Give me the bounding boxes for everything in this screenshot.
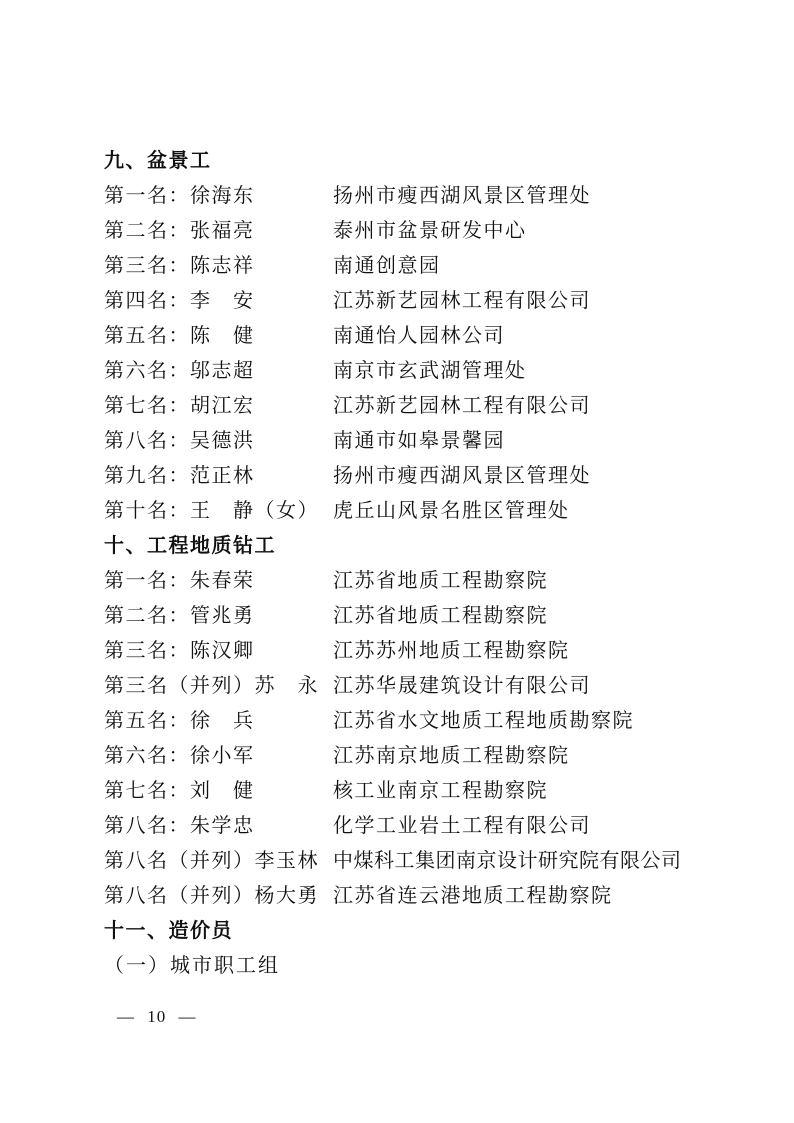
rank-and-name	[104, 564, 333, 599]
organization: 扬州市瘦西湖风景区管理处	[333, 465, 591, 487]
person-name: 朱学忠	[190, 815, 255, 837]
rank-and-name	[104, 739, 333, 774]
organization: 江苏新艺园林工程有限公司	[333, 290, 591, 312]
ranking-row	[104, 564, 704, 599]
person-name: 陈汉卿	[190, 640, 255, 662]
rank-label: 第四名：	[104, 290, 190, 312]
person-name: 邬志超	[190, 360, 255, 382]
ranking-row	[104, 704, 704, 739]
person-name: 李 安	[190, 290, 255, 312]
organization: 化学工业岩土工程有限公司	[333, 815, 591, 837]
organization: 中煤科工集团南京设计研究院有限公司	[333, 850, 682, 872]
rank-label: 第八名（并列）	[104, 850, 255, 872]
person-name: 陈志祥	[190, 255, 255, 277]
rank-label: 第三名：	[104, 255, 190, 277]
person-name: 管兆勇	[190, 605, 255, 627]
rank-and-name	[104, 809, 333, 844]
rank-label: 第一名：	[104, 185, 190, 207]
organization: 江苏省地质工程勘察院	[333, 605, 548, 627]
ranking-row	[104, 389, 704, 424]
ranking-row	[104, 494, 704, 529]
ranking-row	[104, 844, 704, 879]
person-name: 王 静（女）	[190, 500, 319, 522]
organization: 南通创意园	[333, 255, 441, 277]
ranking-row	[104, 634, 704, 669]
rank-label: 第二名：	[104, 605, 190, 627]
rank-label: 第三名：	[104, 640, 190, 662]
organization: 江苏新艺园林工程有限公司	[333, 395, 591, 417]
person-name: 胡江宏	[190, 395, 255, 417]
rank-and-name	[104, 494, 333, 529]
rank-and-name	[104, 634, 333, 669]
rank-label: 第九名：	[104, 465, 190, 487]
person-name: 吴德洪	[190, 430, 255, 452]
ranking-row	[104, 214, 704, 249]
rank-label: 第七名：	[104, 780, 190, 802]
rank-label: 第五名：	[104, 325, 190, 347]
rank-label: 第六名：	[104, 745, 190, 767]
person-name: 徐 兵	[190, 710, 255, 732]
ranking-row	[104, 284, 704, 319]
rank-and-name	[104, 669, 333, 704]
person-name: 陈 健	[190, 325, 255, 347]
rank-label: 第二名：	[104, 220, 190, 242]
person-name: 范正林	[190, 465, 255, 487]
organization: 南通怡人园林公司	[333, 325, 505, 347]
page-number	[117, 1005, 197, 1029]
rank-and-name	[104, 774, 333, 809]
ranking-row	[104, 739, 704, 774]
organization: 江苏省连云港地质工程勘察院	[333, 885, 613, 907]
ranking-row	[104, 774, 704, 809]
rank-and-name	[104, 599, 333, 634]
rank-and-name	[104, 704, 333, 739]
ranking-row	[104, 424, 704, 459]
rank-and-name	[104, 284, 333, 319]
rank-and-name	[104, 179, 333, 214]
organization: 南通市如皋景馨园	[333, 430, 505, 452]
rank-label: 第八名：	[104, 815, 190, 837]
rank-label: 第八名（并列）	[104, 885, 255, 907]
organization: 江苏苏州地质工程勘察院	[333, 640, 570, 662]
ranking-row	[104, 599, 704, 634]
rank-label: 第三名（并列）	[104, 675, 255, 697]
organization: 南京市玄武湖管理处	[333, 360, 527, 382]
rank-label: 第七名：	[104, 395, 190, 417]
section-heading: 九、盆景工	[104, 150, 212, 172]
rank-and-name	[104, 459, 333, 494]
person-name: 刘 健	[190, 780, 255, 802]
person-name: 杨大勇	[254, 885, 319, 907]
person-name: 苏 永	[254, 675, 319, 697]
ranking-row	[104, 179, 704, 214]
person-name: 徐小军	[190, 745, 255, 767]
organization: 江苏省水文地质工程地质勘察院	[333, 710, 634, 732]
rank-and-name	[104, 354, 333, 389]
person-name: 李玉林	[254, 850, 319, 872]
section-heading: 十一、造价员	[104, 920, 233, 942]
organization: 核工业南京工程勘察院	[333, 780, 548, 802]
ranking-row	[104, 879, 704, 914]
page-number-text: — 10 —	[117, 1007, 197, 1026]
ranking-row	[104, 319, 704, 354]
organization: 江苏华晟建筑设计有限公司	[333, 675, 591, 697]
organization: 泰州市盆景研发中心	[333, 220, 527, 242]
rank-label: 第八名：	[104, 430, 190, 452]
organization: 虎丘山风景名胜区管理处	[333, 500, 570, 522]
organization: 江苏南京地质工程勘察院	[333, 745, 570, 767]
ranking-row	[104, 354, 704, 389]
rank-and-name	[104, 249, 333, 284]
person-name: 徐海东	[190, 185, 255, 207]
rank-and-name	[104, 424, 333, 459]
ranking-row	[104, 669, 704, 704]
rank-and-name	[104, 389, 333, 424]
rank-label: 第一名：	[104, 570, 190, 592]
rank-label: 第十名：	[104, 500, 190, 522]
rank-and-name	[104, 319, 333, 354]
section-heading: 十、工程地质钻工	[104, 535, 276, 557]
ranking-row	[104, 809, 704, 844]
person-name: 朱春荣	[190, 570, 255, 592]
organization: 扬州市瘦西湖风景区管理处	[333, 185, 591, 207]
ranking-row	[104, 249, 704, 284]
rank-label: 第六名：	[104, 360, 190, 382]
group-subheading: （一）城市职工组	[104, 955, 280, 977]
rank-and-name	[104, 214, 333, 249]
rank-and-name	[104, 844, 333, 879]
organization: 江苏省地质工程勘察院	[333, 570, 548, 592]
rank-label: 第五名：	[104, 710, 190, 732]
person-name: 张福亮	[190, 220, 255, 242]
ranking-row	[104, 459, 704, 494]
ranking-list	[104, 144, 704, 984]
rank-and-name	[104, 879, 333, 914]
